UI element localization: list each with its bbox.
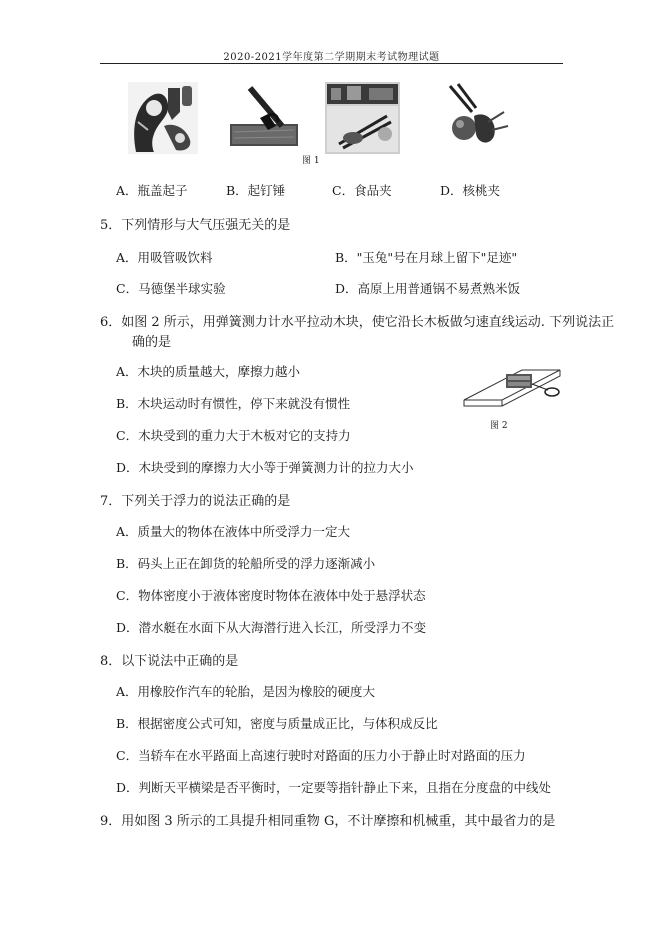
bottle-opener-image [128, 82, 198, 154]
q8-option-b: B．根据密度公式可知，密度与质量成正比，与体积成反比 [116, 716, 438, 731]
q6-option-c: C．木块受到的重力大于木板对它的支持力 [116, 428, 351, 443]
food-tongs-image [325, 82, 400, 154]
spring-scale-block-image [462, 360, 562, 434]
q8-option-c: C．当轿车在水平路面上高速行驶时对路面的压力小于静止时对路面的压力 [116, 748, 526, 763]
q4-option-c: C．食品夹 [332, 183, 392, 198]
figure2-label: 图 2 [490, 421, 508, 431]
q5-option-b: B．"玉兔"号在月球上留下"足迹" [335, 250, 518, 265]
nutcracker-image [430, 82, 510, 154]
q4-option-a: A．瓶盖起子 [116, 183, 188, 198]
q6-option-b: B．木块运动时有惯性，停下来就没有惯性 [116, 396, 351, 411]
q8-option-a: A．用橡胶作汽车的轮胎，是因为橡胶的硬度大 [116, 684, 376, 699]
q7-option-c: C．物体密度小于液体密度时物体在液体中处于悬浮状态 [116, 588, 426, 603]
q8-option-d: D．判断天平横梁是否平衡时，一定要等指针静止下来，且指在分度盘的中线处 [116, 780, 552, 795]
q6-stem-line2: 确的是 [132, 335, 172, 350]
q8-stem: 8．以下说法中正确的是 [100, 654, 239, 669]
page-header: 2020-2021学年度第二学期期末考试物理试题 [223, 52, 440, 63]
q5-option-c: C．马德堡半球实验 [116, 281, 226, 296]
q5-option-a: A．用吸管吸饮料 [116, 250, 213, 265]
q7-option-d: D．潜水艇在水面下从大海潜行进入长江，所受浮力不变 [116, 620, 427, 635]
header-rule [100, 63, 563, 64]
q9-stem: 9．用如图 3 所示的工具提升相同重物 G，不计摩擦和机械重，其中最省力的是 [100, 814, 556, 829]
claw-hammer-image [228, 82, 300, 154]
q7-stem: 7．下列关于浮力的说法正确的是 [100, 494, 291, 509]
q5-option-d: D．高原上用普通锅不易煮熟米饭 [335, 281, 521, 296]
q6-option-d: D．木块受到的摩擦力大小等于弹簧测力计的拉力大小 [116, 460, 414, 475]
q4-option-b: B．起钉锤 [226, 183, 286, 198]
figure1-label: 图 1 [302, 156, 320, 166]
q6-stem-line1: 6．如图 2 所示，用弹簧测力计水平拉动木块，使它沿长木板做匀速直线运动. 下列说法正 [100, 315, 615, 330]
q6-option-a: A．木块的质量越大，摩擦力越小 [116, 364, 301, 379]
q5-stem: 5．下列情形与大气压强无关的是 [100, 218, 291, 233]
q7-option-b: B．码头上正在卸货的轮船所受的浮力逐渐减小 [116, 556, 376, 571]
q4-option-d: D．核桃夹 [440, 183, 501, 198]
q7-option-a: A．质量大的物体在液体中所受浮力一定大 [116, 524, 351, 539]
